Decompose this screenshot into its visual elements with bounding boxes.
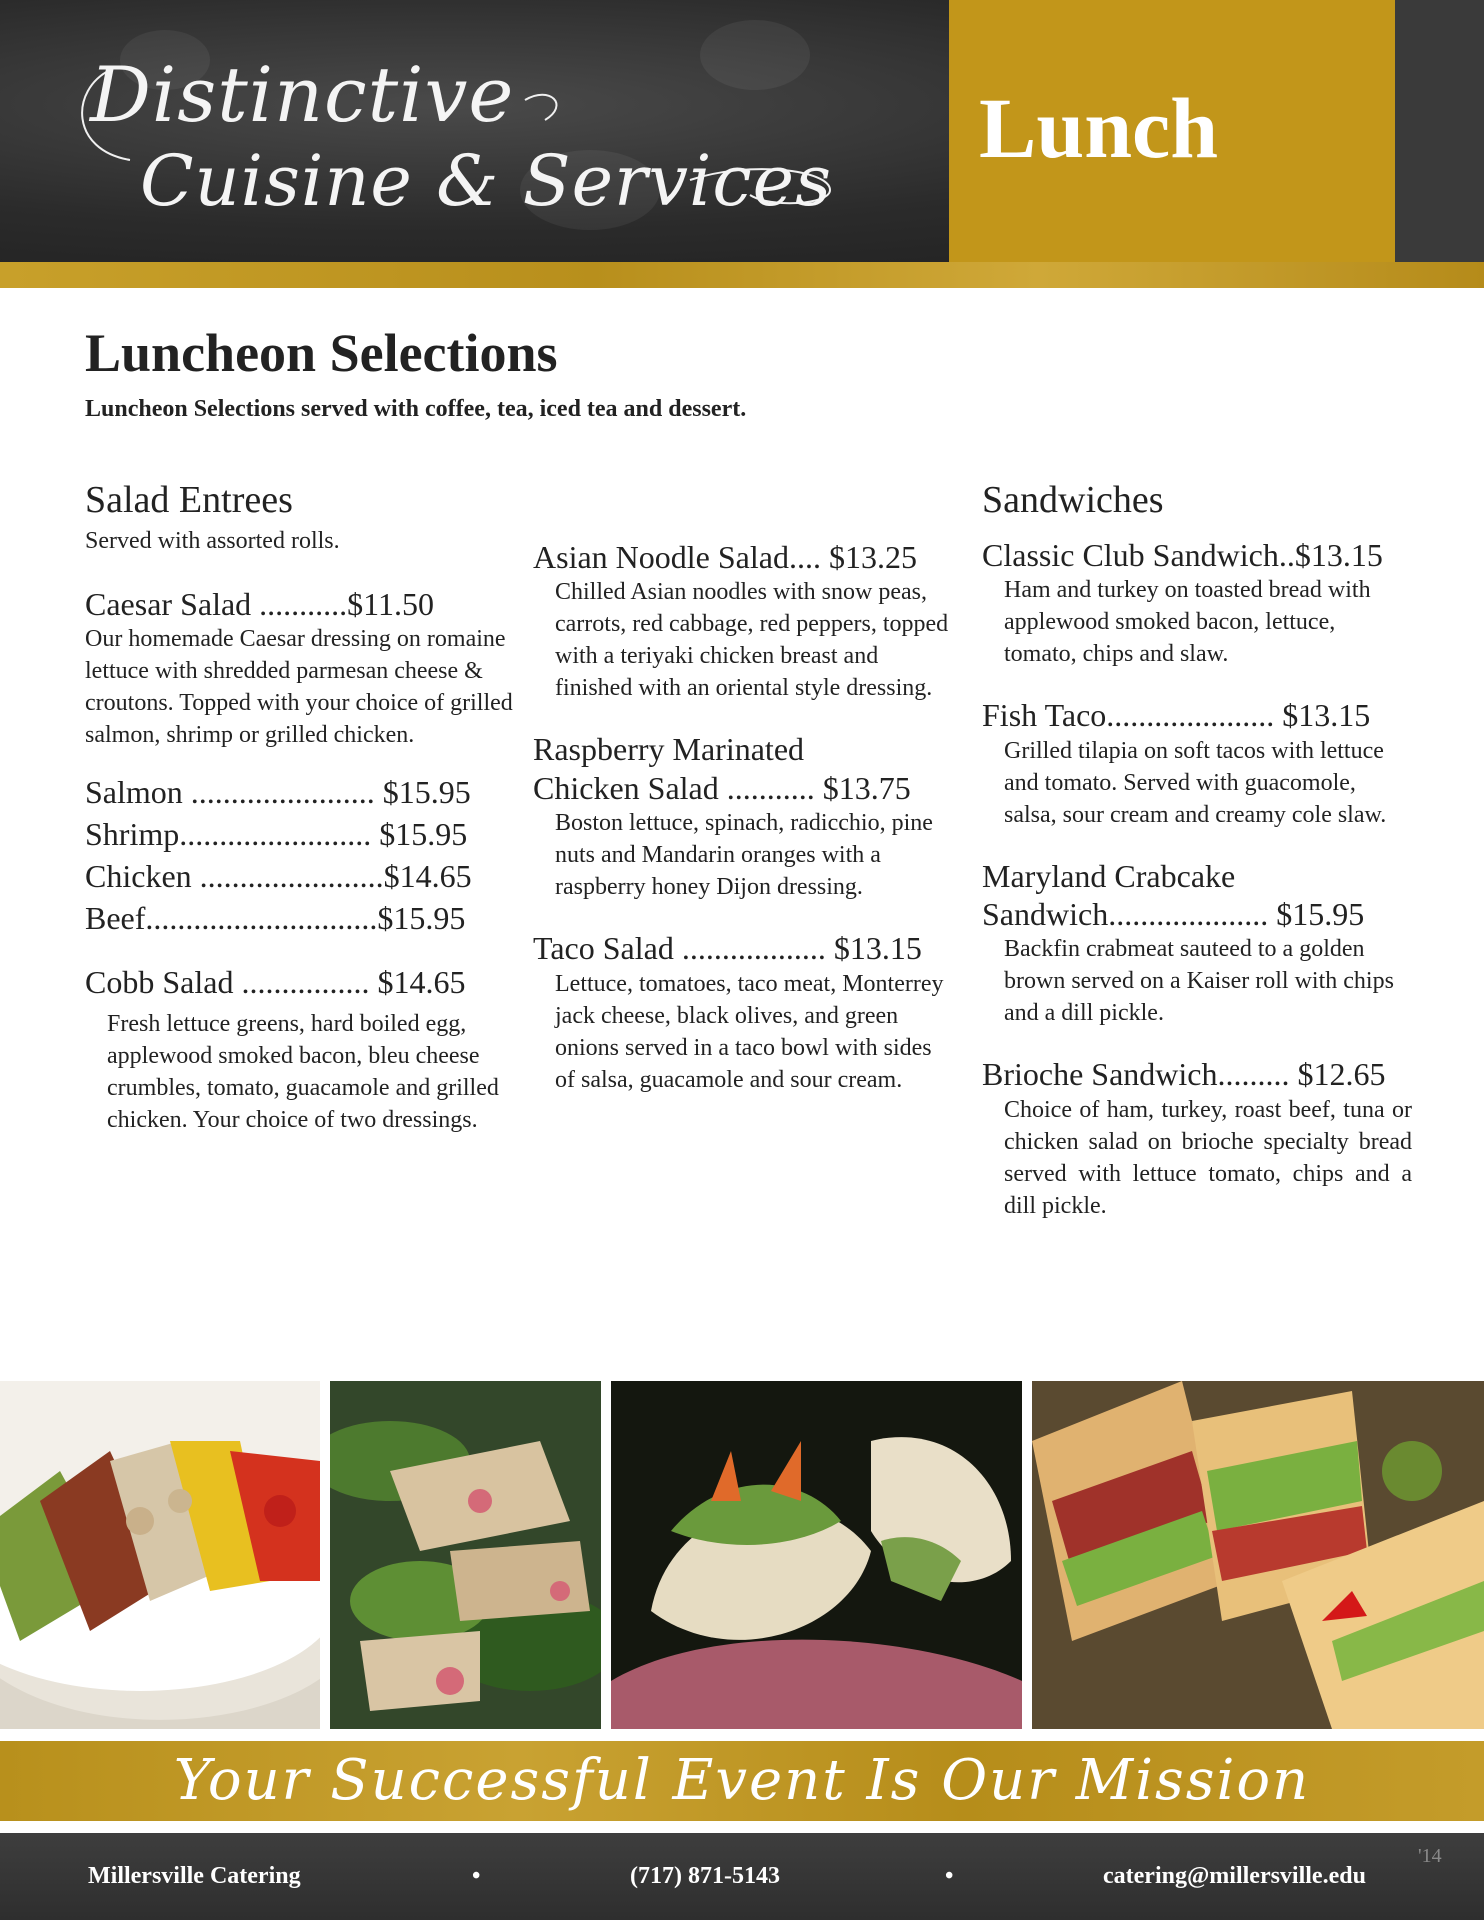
chicken-salad-photo [330,1381,601,1729]
menu-item-taco-salad [533,929,953,1095]
pita-sandwich-photo [611,1381,1022,1729]
item-title-line-1: Raspberry Marinated [533,731,805,768]
item-title: Classic Club Sandwich..$13.15 [982,536,1383,573]
footer-company-name: Millersville Catering [88,1863,301,1889]
item-description: Choice of ham, turkey, roast beef, tuna or chicken salad on brioche specialty bread served with lettuce tomato, chips and a dill pickle. [1004,1096,1412,1219]
footer-bullet: • [945,1863,954,1889]
option-shrimp: Shrimp........................ $15.95 [85,816,468,853]
column-salads-more [533,538,953,1096]
tagline: Your Successful Event Is Our Mission [173,1748,1311,1813]
brand-logo [70,30,870,230]
item-title: Caesar Salad ...........$11.50 [85,585,434,622]
item-title-line-1: Maryland Crabcake [982,857,1236,894]
item-description: Backfin crabmeat sauteed to a golden brown served on a Kaiser roll with chips and a dill pickle. [1004,936,1394,1027]
footer-phone[interactable]: (717) 871-5143 [630,1863,780,1889]
item-title: Asian Noodle Salad.... $13.25 [533,539,917,575]
column-sandwiches [982,480,1412,1222]
menu-item-caesar [85,585,515,751]
section-note: Served with assorted rolls. [85,527,340,554]
year-mark: '14 [1418,1845,1442,1867]
footer [0,1833,1484,1920]
menu-item-fish-taco [982,696,1412,830]
item-title: Cobb Salad ................ $14.65 [85,964,466,1001]
item-description: Our homemade Caesar dressing on romaine lettuce with shredded parmesan cheese & croutons. Topped with your choice of grilled salmon, shrimp or grilled chicken. [85,626,513,749]
pita-sandwich-image-icon [611,1381,1022,1729]
tagline-band [0,1741,1484,1821]
menu-title: Lunch [979,80,1219,176]
option-beef: Beef.............................$15.95 [85,900,466,937]
item-description: Chilled Asian noodles with snow peas, carrots, red cabbage, red peppers, topped with a teriyaki chicken breast and finished with an oriental style dressing. [555,579,949,702]
item-description: Boston lettuce, spinach, radicchio, pine nuts and Mandarin oranges with a raspberry honey Dijon dressing. [555,810,933,901]
menu-item-brioche-sandwich [982,1055,1412,1221]
header-right-panel [1395,0,1484,262]
item-title: Taco Salad .................. $13.15 [533,930,922,967]
footer-email-link[interactable]: catering@millersville.edu [1103,1863,1366,1889]
item-title-line-2: Sandwich.................... $15.95 [982,895,1365,932]
menu-item-crabcake-sandwich [982,857,1412,1030]
menu-item-raspberry-chicken [533,730,953,903]
item-title-line-2: Chicken Salad ........... $13.75 [533,769,911,806]
option-salmon: Salmon ....................... $15.95 [85,774,471,811]
photo-strip [0,1381,1484,1729]
caesar-options [85,771,515,939]
lunch-block [949,0,1395,262]
column-salad-entrees [85,480,515,1136]
item-title: Brioche Sandwich......... $12.65 [982,1056,1386,1093]
cobb-salad-image-icon [0,1381,320,1729]
item-description: Lettuce, tomatoes, taco meat, Monterrey jack cheese, black olives, and green onions served in a taco bowl with sides of salsa, guacamole and sour cream. [555,970,944,1093]
menu-item-cobb [85,963,515,1135]
club-sandwich-image-icon [1032,1381,1484,1729]
brand-line-1: Distinctive [90,50,515,139]
item-description: Fresh lettuce greens, hard boiled egg, applewood smoked bacon, bleu cheese crumbles, tomato, guacamole and grilled chicken. Your choice of two dressings. [107,1010,499,1133]
section-title-salad-entrees: Salad Entrees [85,479,293,521]
cobb-salad-photo [0,1381,320,1729]
footer-bullet: • [472,1863,481,1889]
brand-line-2: Cuisine & Services [140,140,832,222]
section-title-sandwiches: Sandwiches [982,479,1164,521]
menu-item-club-sandwich [982,536,1412,670]
page-subtitle: Luncheon Selections served with coffee, tea, iced tea and dessert. [85,396,747,422]
menu-item-asian-noodle [533,538,953,704]
page-title: Luncheon Selections [85,323,558,383]
item-description: Ham and turkey on toasted bread with applewood smoked bacon, lettuce, tomato, chips and slaw. [1004,577,1371,668]
item-description: Grilled tilapia on soft tacos with lettuce and tomato. Served with guacomole, salsa, sour cream and creamy cole slaw. [1004,737,1387,828]
header-banner [0,0,1484,262]
item-title: Fish Taco..................... $13.15 [982,697,1371,734]
club-sandwich-photo [1032,1381,1484,1729]
option-chicken: Chicken .......................$14.65 [85,858,472,895]
gold-divider [0,262,1484,288]
chicken-salad-image-icon [330,1381,601,1729]
